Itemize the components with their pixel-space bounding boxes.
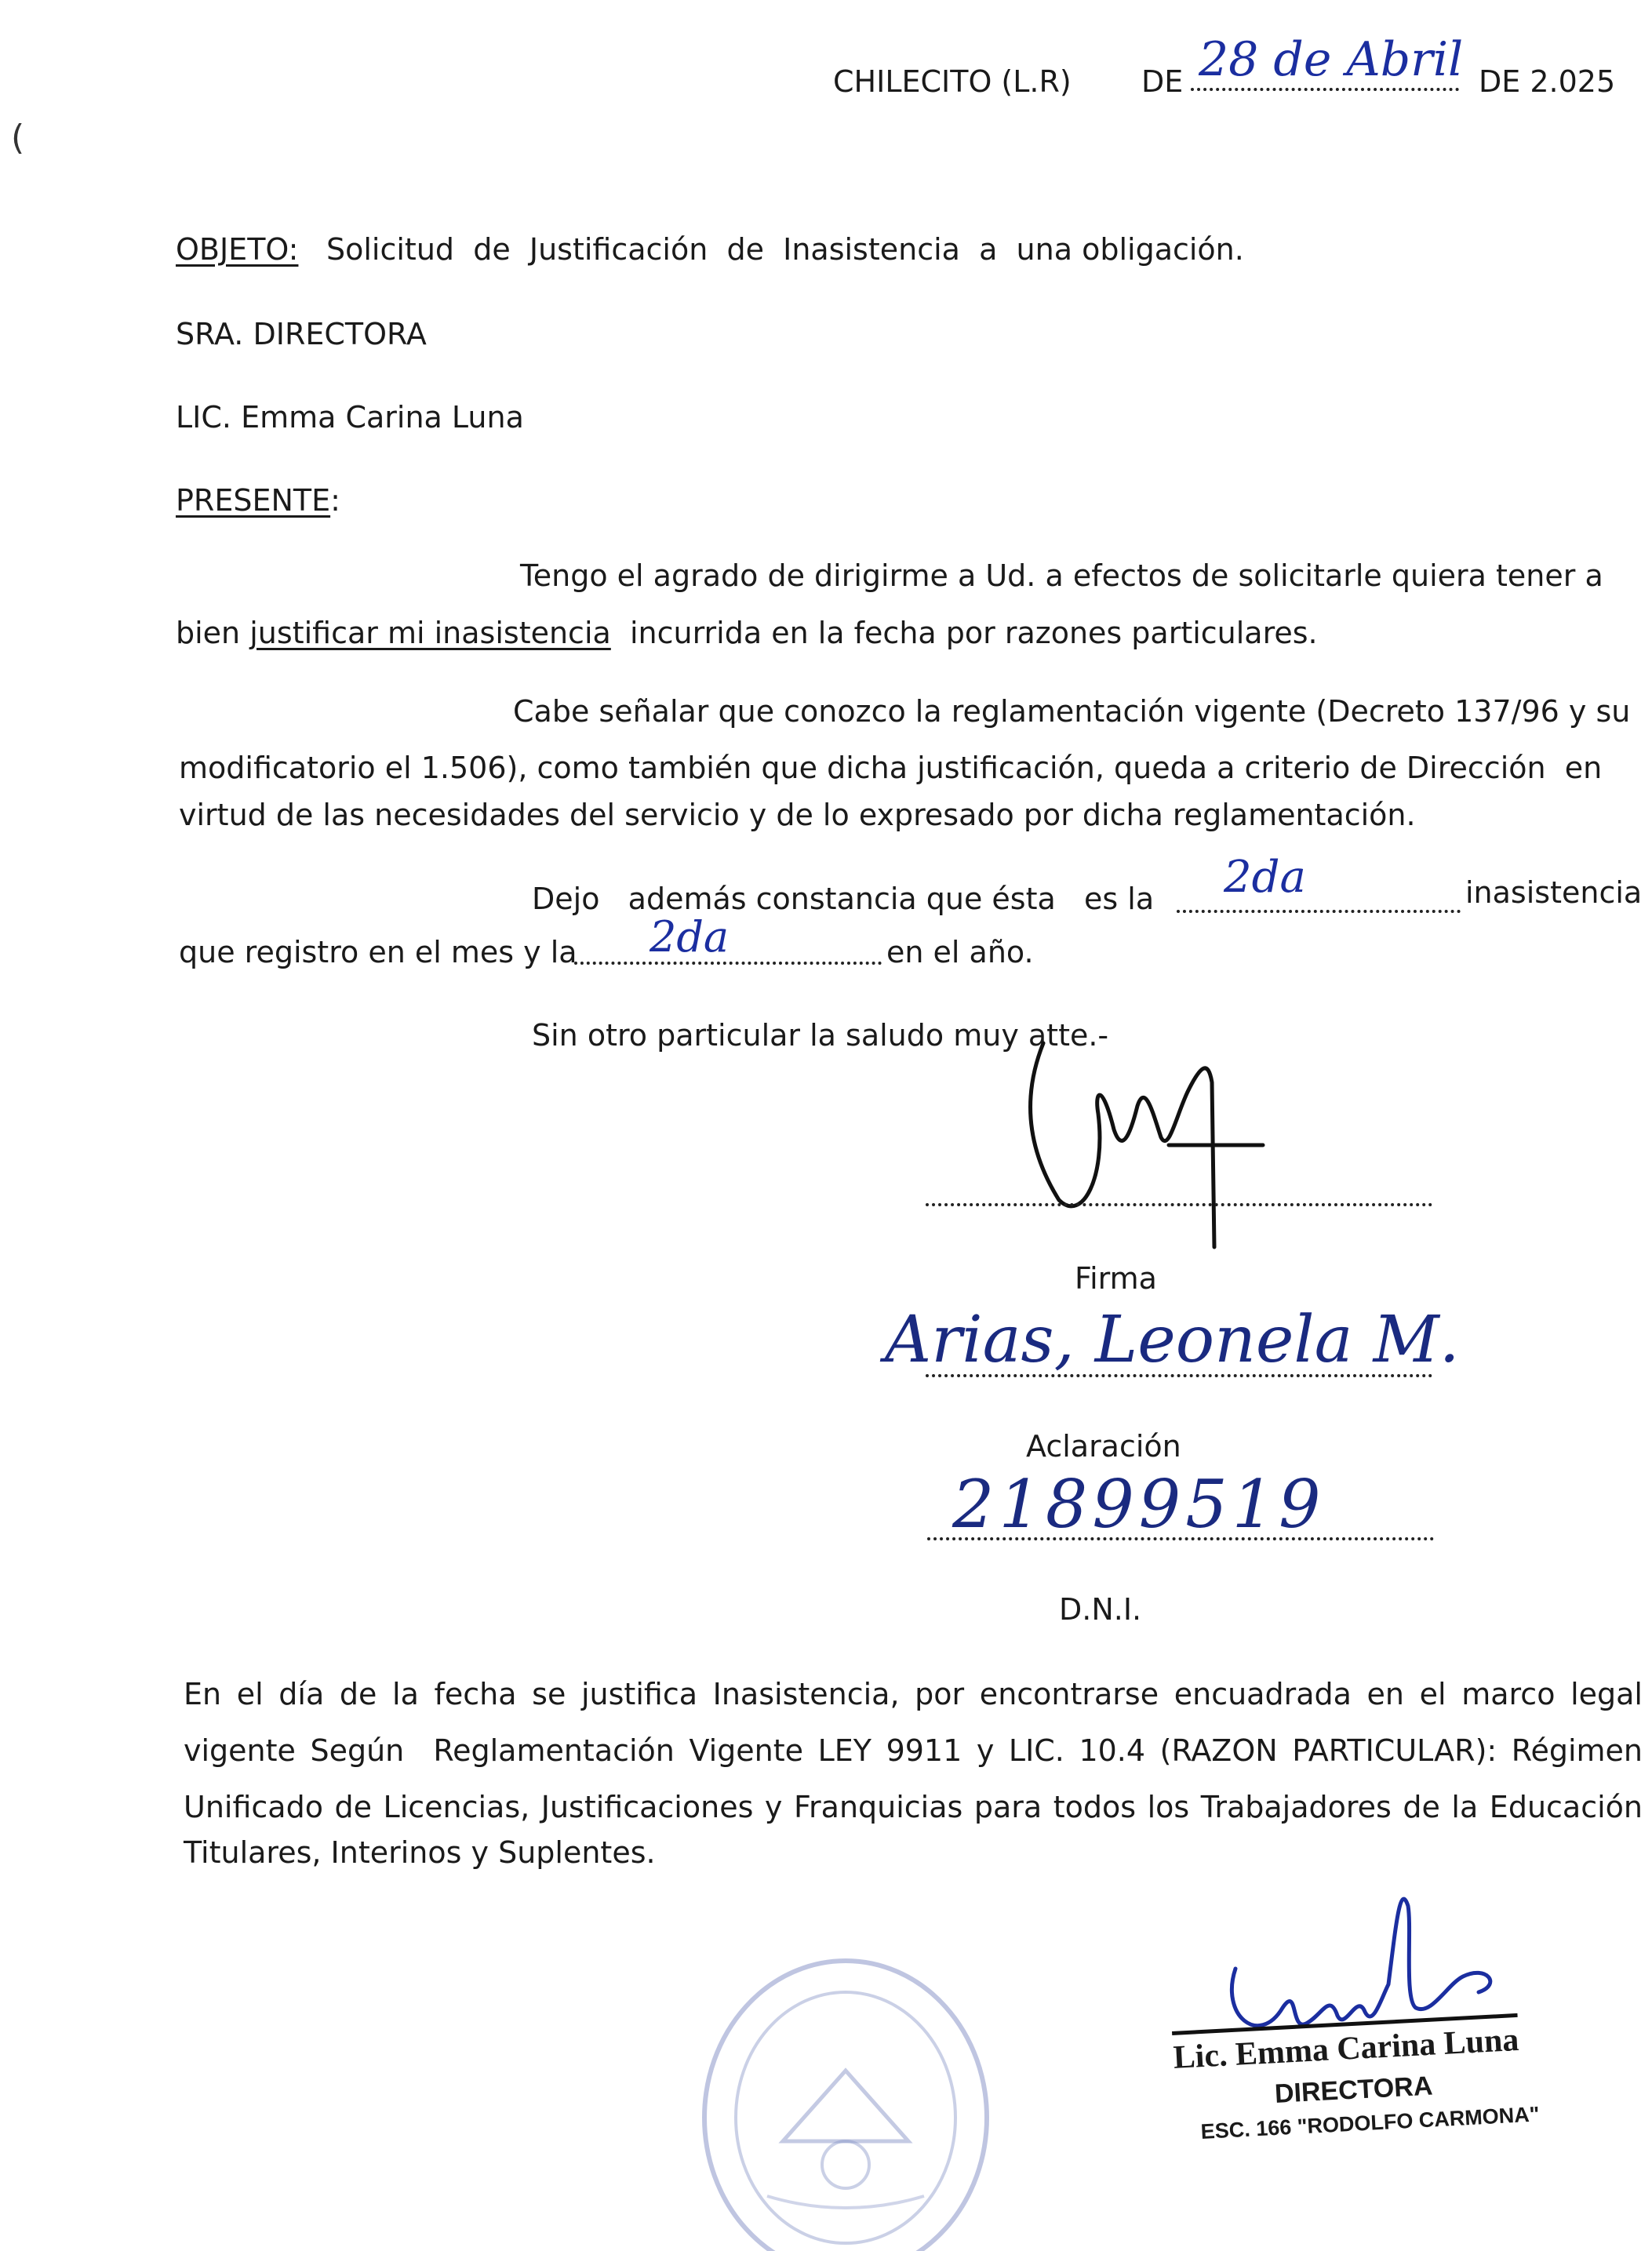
resolution-line4: Titulares, Interinos y Suplentes. <box>184 1835 656 1870</box>
director-stamp-name: Lic. Emma Carina Luna <box>1172 2013 1520 2078</box>
p1-line2-underlined: justificar mi inasistencia <box>249 616 611 650</box>
p3-line1-post: inasistencia <box>1465 875 1643 910</box>
p3-line2-pre: que registro en el mes y la <box>179 935 577 969</box>
resolution-line1: En el día de la fecha se justifica Inasistencia, por encontrarse encuadrada en el marco legal <box>184 1677 1643 1711</box>
p1-line2 <box>176 616 1318 652</box>
addressee-title: SRA. DIRECTORA <box>176 317 427 351</box>
subject-text: Solicitud de Justificación de Inasistencia a una obligación. <box>326 232 1244 267</box>
header-year: DE 2.025 <box>1479 64 1616 99</box>
p3-fill2-handwritten: 2da <box>650 912 730 962</box>
p2-line2: modificatorio el 1.506), como también que dicha justificación, queda a criterio de Dirección en <box>179 751 1603 785</box>
p1-line2-post: incurrida en la fecha por razones particulares. <box>629 616 1318 650</box>
p3-fill1-dots <box>1177 910 1461 913</box>
director-stamp-role: DIRECTORA <box>1274 2071 1434 2109</box>
closing-text: Sin otro particular la saludo muy atte.- <box>532 1018 1109 1053</box>
margin-mark: ( <box>11 118 25 158</box>
dni-label: D.N.I. <box>1059 1592 1142 1627</box>
presente-text: PRESENTE <box>176 483 331 518</box>
dni-handwritten: 21899519 <box>952 1466 1326 1543</box>
p3-line2-post: en el año. <box>886 935 1034 969</box>
date-handwritten: 28 de Abril <box>1199 32 1464 87</box>
p1-line2-pre: bien <box>176 616 241 650</box>
resolution-paragraph <box>184 1666 1643 1835</box>
aclaracion-label: Aclaración <box>1026 1429 1181 1464</box>
date-dotted-line <box>1191 88 1459 91</box>
aclaracion-dotted-line <box>926 1374 1432 1377</box>
resolution-line2: vigente Según Reglamentación Vigente LEY 9911 y LIC. 10.4 (RAZON PARTICULAR): Régimen <box>184 1733 1643 1768</box>
header-de: DE <box>1141 64 1184 99</box>
subject-label: OBJETO: <box>176 232 299 267</box>
aclaracion-handwritten: Arias, Leonela M. <box>885 1303 1460 1377</box>
p3-fill1-handwritten: 2da <box>1224 852 1306 903</box>
dni-dotted-line <box>927 1537 1434 1540</box>
header-place: CHILECITO (L.R) <box>833 64 1072 99</box>
p2-line3: virtud de las necesidades del servicio y de lo expresado por dicha reglamentación. <box>179 798 1416 832</box>
school-seal <box>689 1937 1002 2251</box>
p3-line1-pre: Dejo además constancia que ésta es la <box>532 882 1155 916</box>
addressee-name: LIC. Emma Carina Luna <box>176 400 524 435</box>
firma-dotted-line <box>926 1203 1432 1206</box>
director-stamp-school: ESC. 166 "RODOLFO CARMONA" <box>1200 2102 1541 2144</box>
presente-label: PRESENTE: <box>176 483 340 518</box>
signature-drawing <box>1012 1020 1279 1255</box>
firma-label: Firma <box>1075 1261 1157 1296</box>
resolution-line3: Unificado de Licencias, Justificaciones y Franquicias para todos los Trabajadores de la Educación <box>184 1790 1643 1824</box>
p2-line1: Cabe señalar que conozco la reglamentación vigente (Decreto 137/96 y su <box>513 694 1631 729</box>
p1-line1: Tengo el agrado de dirigirme a Ud. a efectos de solicitarle quiera tener a <box>520 558 1603 593</box>
